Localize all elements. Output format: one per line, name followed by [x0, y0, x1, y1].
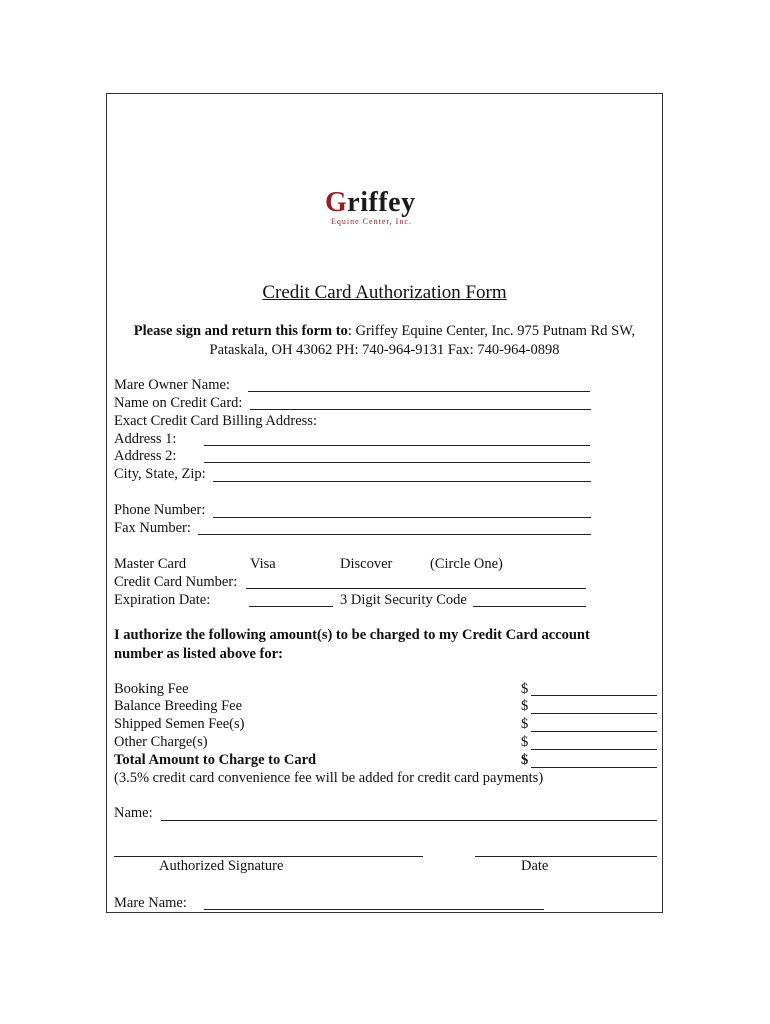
card-number-field[interactable] [246, 588, 586, 589]
currency-sign: $ [521, 752, 529, 768]
currency-sign: $ [521, 681, 529, 697]
fax-number-field[interactable] [198, 534, 591, 535]
semen-fee-field[interactable] [531, 731, 657, 732]
logo-wordmark: Griffey [325, 187, 416, 218]
charge-label: Booking Fee [114, 681, 189, 697]
logo-subtitle: Equine Center, Inc. [331, 217, 412, 226]
card-type-visa[interactable]: Visa [250, 556, 276, 572]
convenience-fee-note: (3.5% credit card convenience fee will be added for credit card payments) [114, 770, 544, 786]
phone-number-label: Phone Number: [114, 502, 206, 518]
charge-label: Total Amount to Charge to Card [114, 752, 317, 768]
name-field[interactable] [161, 820, 657, 821]
card-type-circle-note: (Circle One) [430, 556, 503, 572]
form-page [106, 93, 663, 913]
form-title: Credit Card Authorization Form [262, 282, 507, 303]
mare-owner-name-field[interactable] [248, 391, 590, 392]
other-charge-field[interactable] [531, 749, 657, 750]
address-1-label: Address 1: [114, 431, 177, 447]
card-type-master[interactable]: Master Card [114, 556, 187, 572]
date-field[interactable] [475, 856, 657, 857]
form-instructions [107, 322, 662, 360]
phone-number-field[interactable] [213, 517, 591, 518]
total-amount-field[interactable] [531, 767, 657, 768]
date-label: Date [521, 858, 549, 874]
security-code-field[interactable] [473, 606, 586, 607]
city-state-zip-field[interactable] [213, 481, 591, 482]
billing-address-label: Exact Credit Card Billing Address: [114, 413, 317, 429]
card-type-discover[interactable]: Discover [340, 556, 393, 572]
balance-fee-field[interactable] [531, 713, 657, 714]
authorization-line-2: number as listed above for: [114, 646, 283, 662]
expiration-date-field[interactable] [249, 606, 333, 607]
name-on-card-field[interactable] [250, 409, 591, 410]
instructions-line-2: Pataskala, OH 43062 PH: 740-964-9131 Fax: 740-964-0898 [209, 342, 560, 358]
authorized-signature-field[interactable] [114, 856, 423, 857]
charge-label: Other Charge(s) [114, 734, 208, 750]
currency-sign: $ [521, 734, 529, 750]
address-2-field[interactable] [204, 462, 590, 463]
charge-label: Balance Breeding Fee [114, 698, 243, 714]
mare-owner-name-label: Mare Owner Name: [114, 377, 230, 393]
address-1-field[interactable] [204, 445, 590, 446]
mare-name-label: Mare Name: [114, 895, 187, 911]
name-on-card-label: Name on Credit Card: [114, 395, 243, 411]
expiration-date-label: Expiration Date: [114, 592, 211, 608]
security-code-label: 3 Digit Security Code [340, 592, 467, 608]
griffey-logo [325, 188, 435, 228]
currency-sign: $ [521, 716, 529, 732]
mare-name-field[interactable] [204, 909, 544, 910]
currency-sign: $ [521, 698, 529, 714]
card-number-label: Credit Card Number: [114, 574, 238, 590]
fax-number-label: Fax Number: [114, 520, 191, 536]
instructions-line-1: Please sign and return this form to: Griffey Equine Center, Inc. 975 Putnam Rd SW, [133, 323, 636, 339]
city-state-zip-label: City, State, Zip: [114, 466, 206, 482]
booking-fee-field[interactable] [531, 695, 657, 696]
address-2-label: Address 2: [114, 448, 177, 464]
authorized-signature-label: Authorized Signature [159, 858, 284, 874]
authorization-line-1: I authorize the following amount(s) to be charged to my Credit Card account [114, 627, 590, 643]
charge-label: Shipped Semen Fee(s) [114, 716, 245, 732]
name-label: Name: [114, 805, 153, 821]
